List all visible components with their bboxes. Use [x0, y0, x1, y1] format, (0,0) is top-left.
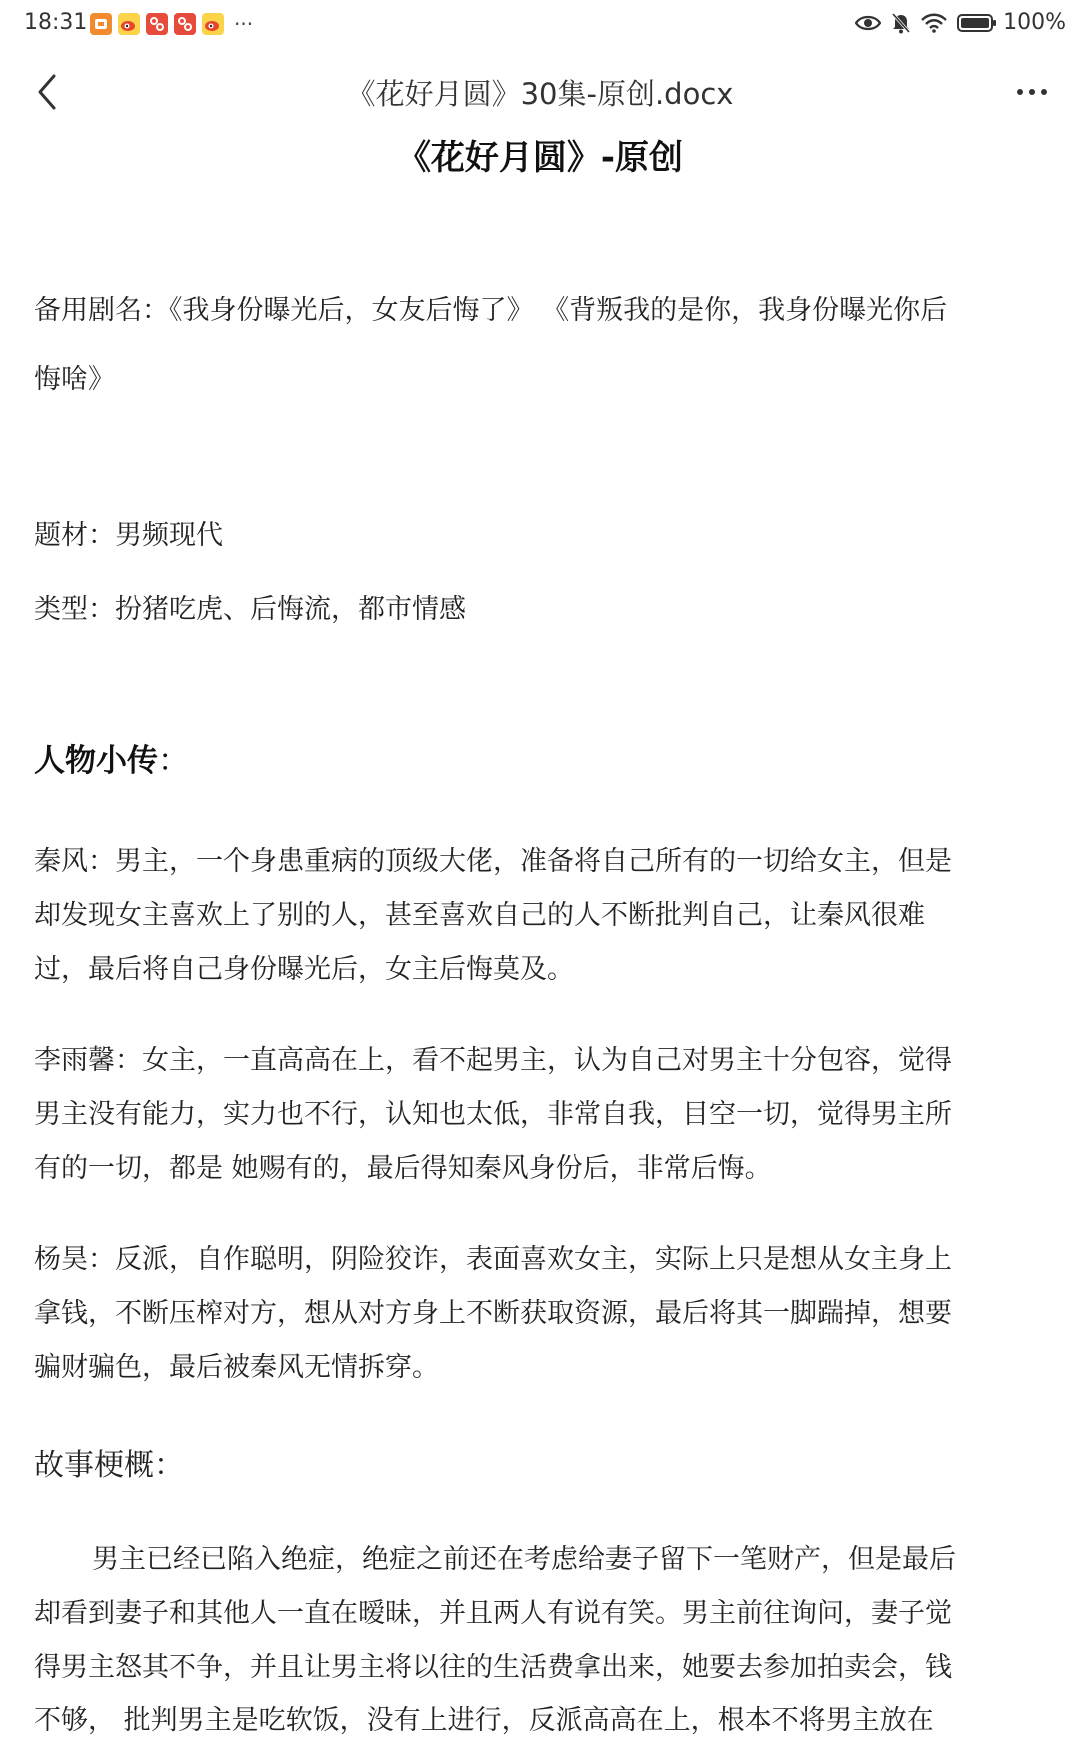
more-icon: [1010, 72, 1054, 112]
more-notifications: ···: [234, 12, 254, 36]
weibo-icon: [202, 13, 224, 35]
char3-line-3: 骗财骗色，最后被秦风无情拆穿。: [34, 1352, 439, 1383]
status-time: 18:31: [24, 10, 88, 35]
more-options-button[interactable]: [1010, 72, 1054, 112]
genre-line: 题材：男频现代: [34, 520, 223, 551]
alt-title-line-2: 悔啥》: [34, 364, 115, 395]
characters-title-colon: ：: [158, 743, 189, 779]
app-notification-icon: [146, 13, 168, 35]
notification-icons: [90, 13, 253, 35]
char3-line-1: 杨昊：反派，自作聪明，阴险狡诈，表面喜欢女主，实际上只是想从女主身上: [34, 1244, 952, 1275]
status-bar: [0, 0, 1080, 52]
char2-line-3: 有的一切，都是 她赐有的，最后得知秦风身份后，非常后悔。: [34, 1153, 772, 1184]
app-header: [0, 52, 1080, 132]
char1-line-1: 秦风：男主，一个身患重病的顶级大佬，准备将自己所有的一切给女主，但是: [34, 846, 952, 877]
wifi-icon: [921, 13, 947, 33]
synopsis-line-3: 得男主怒其不争，并且让男主将以往的生活费拿出来，她要去参加拍卖会，钱: [34, 1652, 952, 1683]
char2-line-1: 李雨馨：女主，一直高高在上，看不起男主，认为自己对男主十分包容，觉得: [34, 1045, 952, 1076]
char1-line-2: 却发现女主喜欢上了别的人，甚至喜欢自己的人不断批判自己，让秦风很难: [34, 900, 925, 931]
synopsis-line-2: 却看到妻子和其他人一直在暧昧，并且两人有说有笑。男主前往询问，妻子觉: [34, 1598, 952, 1629]
mute-bell-icon: [891, 12, 911, 34]
synopsis-section-title: 故事梗概：: [34, 1448, 184, 1483]
synopsis-line-1: 男主已经已陷入绝症，绝症之前还在考虑给妻子留下一笔财产，但是最后: [92, 1544, 956, 1575]
app-notification-icon: [90, 13, 112, 35]
battery-fill: [961, 18, 989, 28]
char3-line-2: 拿钱，不断压榨对方，想从对方身上不断获取资源，最后将其一脚踹掉，想要: [34, 1298, 952, 1329]
battery-percent: 100%: [1003, 10, 1066, 35]
battery-icon: [957, 14, 993, 32]
type-line: 类型：扮猪吃虎、后悔流，都市情感: [34, 594, 466, 625]
char2-line-2: 男主没有能力，实力也不行，认知也太低，非常自我，目空一切，觉得男主所: [34, 1099, 952, 1130]
characters-section-title: [34, 735, 189, 780]
characters-title-text: 人物小传: [34, 743, 158, 779]
document-title: 《花好月圆》30集-原创.docx: [346, 77, 734, 111]
char1-line-3: 过，最后将自己身份曝光后，女主后悔莫及。: [34, 954, 574, 985]
alt-title-line-1: 备用剧名：《我身份曝光后，女友后悔了》 《背叛我的是你，我身份曝光你后: [34, 295, 948, 326]
app-notification-icon: [174, 13, 196, 35]
eye-icon: [855, 14, 881, 32]
status-indicators: [855, 10, 1066, 35]
synopsis-line-4: 不够， 批判男主是吃软饭，没有上进行，反派高高在上，根本不将男主放在: [34, 1705, 934, 1736]
document-heading: 《花好月圆》-原创: [396, 138, 684, 178]
weibo-icon: [118, 13, 140, 35]
